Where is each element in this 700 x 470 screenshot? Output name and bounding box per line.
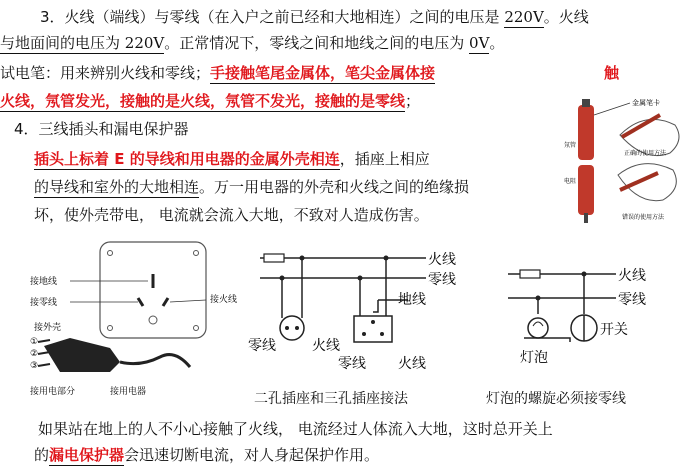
highlight-text: 漏电保护器 [49, 446, 125, 464]
socket-label-ground: 地线 [398, 292, 426, 308]
pen-label-correct: 正确的使用方法 [624, 150, 667, 157]
socket-caption: 二孔插座和三孔插座接法 [254, 391, 408, 407]
highlight-text: 火线，氖管发光，接触的是火线，氖管不发光，接触的是零线 [0, 92, 406, 110]
tester-line2 [0, 90, 420, 112]
lamp-label-bulb: 灯泡 [520, 350, 548, 366]
pen-lower [578, 164, 676, 223]
bottom-line2 [34, 444, 379, 466]
text-segment: 3．火线（端线）与零线（在入户之前已经和大地相连）之间的电压是 [40, 8, 505, 26]
text-segment: 的 [34, 446, 50, 464]
para4-line2 [34, 176, 469, 198]
para3-line2 [0, 32, 504, 54]
text-segment: 会迅速切断电流，对人身起保护作用。 [124, 446, 380, 464]
para4-heading: 4．三线插头和漏电保护器 [14, 120, 189, 138]
hand-icon [618, 164, 676, 201]
pen-label-tip: 金属笔卡 [632, 99, 660, 107]
label-live-wire: 接火线 [210, 295, 238, 305]
label-num1: ① [30, 337, 39, 347]
socket-label-neutral-left: 零线 [248, 338, 276, 354]
text-segment: 与地面间的电压为 [0, 34, 125, 52]
pen-upper [578, 98, 679, 160]
voltage-value: 220V [504, 8, 544, 26]
label-appliance: 接用电器 [110, 387, 147, 397]
socket-wiring-figure [248, 246, 458, 380]
text-segment: ，插座上相应 [339, 150, 430, 168]
text-segment: 的导线和室外的大地相连 [34, 178, 200, 196]
text-segment: ； [405, 92, 421, 110]
label-neutral-wire: 接零线 [30, 298, 58, 308]
pen-label-resist: 电阻 [564, 178, 577, 185]
pen-body-icon [578, 105, 594, 160]
para4-line1 [34, 148, 430, 170]
highlight-text: 手接触笔尾金属体，笔尖金属体接 [210, 64, 436, 82]
text-segment: 。万一用电器的外壳和火线之间的绝缘损 [199, 178, 470, 196]
para4-line3: 坏，使外壳带电， 电流就会流入大地，不致对人造成伤害。 [34, 206, 429, 224]
test-pen-figure [560, 95, 700, 225]
label-shell: 接外壳 [34, 323, 62, 333]
socket-label-neutral: 零线 [428, 272, 456, 288]
lamp-label-switch: 开关 [600, 322, 628, 338]
voltage-value: 0V [469, 34, 490, 52]
lamp-label-neutral: 零线 [618, 292, 646, 308]
label-num3: ③ [30, 361, 39, 371]
label-num2: ② [30, 349, 39, 359]
plug-socket-figure [30, 238, 240, 400]
plug-cord-icon [120, 355, 190, 367]
label-part: 接用电部分 [30, 387, 76, 397]
fuse-icon [264, 254, 284, 262]
text-segment: 。 [489, 34, 505, 52]
pen-label-neon: 氖管 [564, 142, 577, 149]
socket-label-neutral-bottom: 零线 [338, 356, 366, 372]
pen-label-wrong: 错误的使用方法 [622, 214, 665, 221]
socket-label-live: 火线 [428, 252, 456, 268]
bottom-line1: 如果站在地上的人不小心接触了火线， 电流经过人体流入大地，这时总开关上 [38, 420, 553, 438]
lamp-wiring-figure [494, 256, 669, 380]
plug-body-icon [44, 338, 120, 372]
para3-line1 [40, 6, 589, 28]
highlight-text: 插头上标着 E 的导线和用电器的金属外壳相连 [34, 150, 340, 168]
text-segment: 。火线 [543, 8, 589, 26]
fuse-icon [520, 270, 540, 278]
bulb-icon [528, 318, 548, 338]
tester-line1-end: 触 [604, 64, 620, 82]
lamp-label-live: 火线 [618, 268, 646, 284]
three-pin-socket-icon [354, 316, 392, 342]
pen-body-icon [578, 165, 594, 215]
label-ground-wire: 接地线 [30, 277, 58, 287]
socket-label-live-right: 火线 [398, 356, 426, 372]
tester-line1 [0, 62, 435, 84]
text-segment: 。正常情况下，零线之间和地线之间的电压为 [164, 34, 470, 52]
socket-label-live-mid: 火线 [312, 338, 340, 354]
text-segment: 试电笔：用来辨别火线和零线； [0, 64, 211, 82]
two-pin-socket-icon [280, 316, 304, 340]
lamp-caption: 灯泡的螺旋必须接零线 [486, 391, 626, 407]
voltage-value: 220V [124, 34, 165, 52]
